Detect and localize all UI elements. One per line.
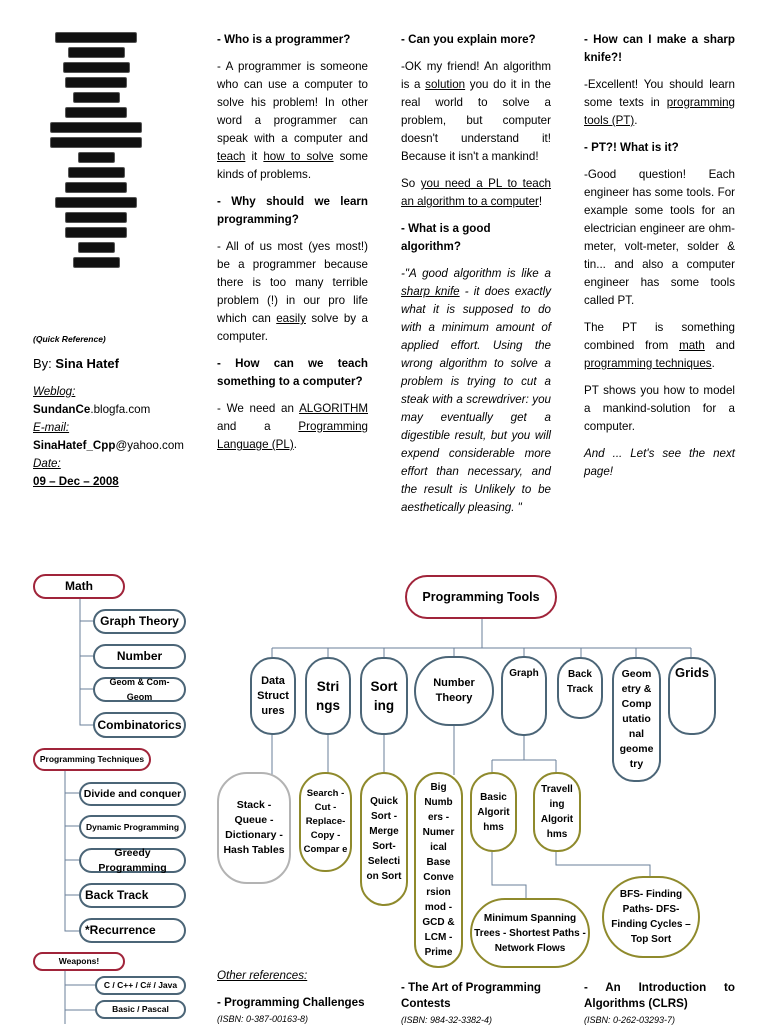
tool-category: Graph xyxy=(501,656,547,736)
email-label: E-mail: xyxy=(33,421,70,434)
reference-item: - An Introduction to Algorithms (CLRS) (ISBN: 0-262-03293-7) xyxy=(584,981,735,1025)
tool-leaf: Search - Cut - Replace- Copy - Compar e xyxy=(299,772,352,872)
tool-category: Data Struct ures xyxy=(250,657,296,735)
weapon-item: C / C++ / C# / Java xyxy=(95,976,186,995)
technique-item: Greedy Programming xyxy=(79,848,186,873)
next-page-note: And ... Let's see the next page! xyxy=(584,447,735,478)
email-link[interactable]: SinaHatef_Cpp@yahoo.com xyxy=(33,439,184,452)
tool-leaf: Basic Algorit hms xyxy=(470,772,517,852)
question-why: - Why should we learn programming? xyxy=(217,195,368,226)
answer-pt-model: PT shows you how to model a mankind-solution for a computer. xyxy=(584,384,735,433)
answer-pt: -Good question! Each engineer has some tools. For example some tools for an electrician engineer are ohm-meter, volt-meter, solder & tin... and also a computer engineer has some tools called PT. xyxy=(584,168,735,307)
tool-category: Number Theory xyxy=(414,656,494,726)
subtitle: (Quick Reference) xyxy=(33,334,106,344)
answer-pt-combined: The PT is something combined from math and programming techniques. xyxy=(584,321,735,370)
tool-category: Sort ing xyxy=(360,657,408,735)
tool-leaf: Big Numb ers - Numer ical Base Conve rsion mod - GCD & LCM - Prime xyxy=(414,772,463,968)
math-item: Graph Theory xyxy=(93,609,186,634)
references-label: Other references: xyxy=(217,969,308,982)
weblog-link[interactable]: SundanCe.blogfa.com xyxy=(33,403,151,416)
reference-item: - Programming Challenges (ISBN: 0-387-00163-8) xyxy=(217,996,365,1024)
question-pt: - PT?! What is it? xyxy=(584,141,679,154)
tools-root: Programming Tools xyxy=(405,575,557,619)
tool-leaf: Stack - Queue - Dictionary - Hash Tables xyxy=(217,772,291,884)
technique-item: *Recurrence xyxy=(79,918,186,943)
answer-who: - A programmer is someone who can use a computer to solve his problem! In other word a programmer can speak with a computer and teach it how to solve some kinds of problems. xyxy=(217,60,368,181)
tool-leaf: Quick Sort - Merge Sort- Selecti on Sort xyxy=(360,772,408,906)
technique-item: Back Track xyxy=(79,883,186,908)
date-label: Date: xyxy=(33,457,61,470)
tool-leaf: Travell ing Algorit hms xyxy=(533,772,581,852)
tool-category: Back Track xyxy=(557,657,603,719)
answer-why: - All of us most (yes most!) be a programmer because there is too many terrible problem (!) in our pro life which can easily solve by a computer. xyxy=(217,240,368,343)
technique-item: Divide and conquer xyxy=(79,782,186,806)
answer-need-pl: So you need a PL to teach an algorithm to a computer! xyxy=(401,177,551,208)
question-good-algorithm: - What is a good algorithm? xyxy=(401,222,491,253)
tool-category: Geom etry & Comp utatio nal geome try xyxy=(612,657,661,782)
tool-leaf: BFS- Finding Paths- DFS- Finding Cycles – Top Sort xyxy=(602,876,700,958)
date-value: 09 – Dec – 2008 xyxy=(33,475,119,488)
question-how-teach: - How can we teach something to a computer? xyxy=(217,357,368,388)
tool-leaf: Minimum Spanning Trees - Shortest Paths - Network Flows xyxy=(470,898,590,968)
answer-sharp-knife: -Excellent! You should learn some texts in programming tools (PT). xyxy=(584,78,735,127)
math-item: Geom & Com-Geom xyxy=(93,677,186,702)
techniques-node: Programming Techniques xyxy=(33,748,151,771)
weapons-node: Weapons! xyxy=(33,952,125,971)
answer-explain: -OK my friend! An algorithm is a solution you do it in the real world to solve a problem, but computer doesn't understand it! Because it isn't a mankind! xyxy=(401,60,551,163)
math-item: Number xyxy=(93,644,186,669)
weblog-label: Weblog: xyxy=(33,385,76,398)
author-name: Sina Hatef xyxy=(55,356,119,371)
tool-category: Grids xyxy=(668,657,716,735)
tool-category: Stri ngs xyxy=(305,657,351,735)
question-sharp-knife: - How can I make a sharp knife?! xyxy=(584,33,735,64)
reference-item: - The Art of Programming Contests (ISBN: 984-32-3382-4) xyxy=(401,981,541,1025)
quote-good-algorithm: -"A good algorithm is like a sharp knife - it does exactly what it is supposed to do with a minimum amount of applied effort. Using the wrong algorithm to solve a problem is trying to cut a steak with a screwdriver: you may eventually get a digestible result, but you will expend considerable more effort than necessary, and the result is Unlikely to be aesthetically pleasing. " xyxy=(401,267,551,514)
question-who: - Who is a programmer? xyxy=(217,33,351,46)
weapon-item: Basic / Pascal xyxy=(95,1000,186,1019)
question-explain: - Can you explain more? xyxy=(401,33,536,46)
math-node: Math xyxy=(33,574,125,599)
technique-item: Dynamic Programming xyxy=(79,815,186,839)
math-item: Combinatorics xyxy=(93,712,186,738)
author-line: By: Sina Hatef xyxy=(33,356,119,371)
answer-how-teach: - We need an ALGORITHM and a Programming Language (PL). xyxy=(217,402,368,451)
